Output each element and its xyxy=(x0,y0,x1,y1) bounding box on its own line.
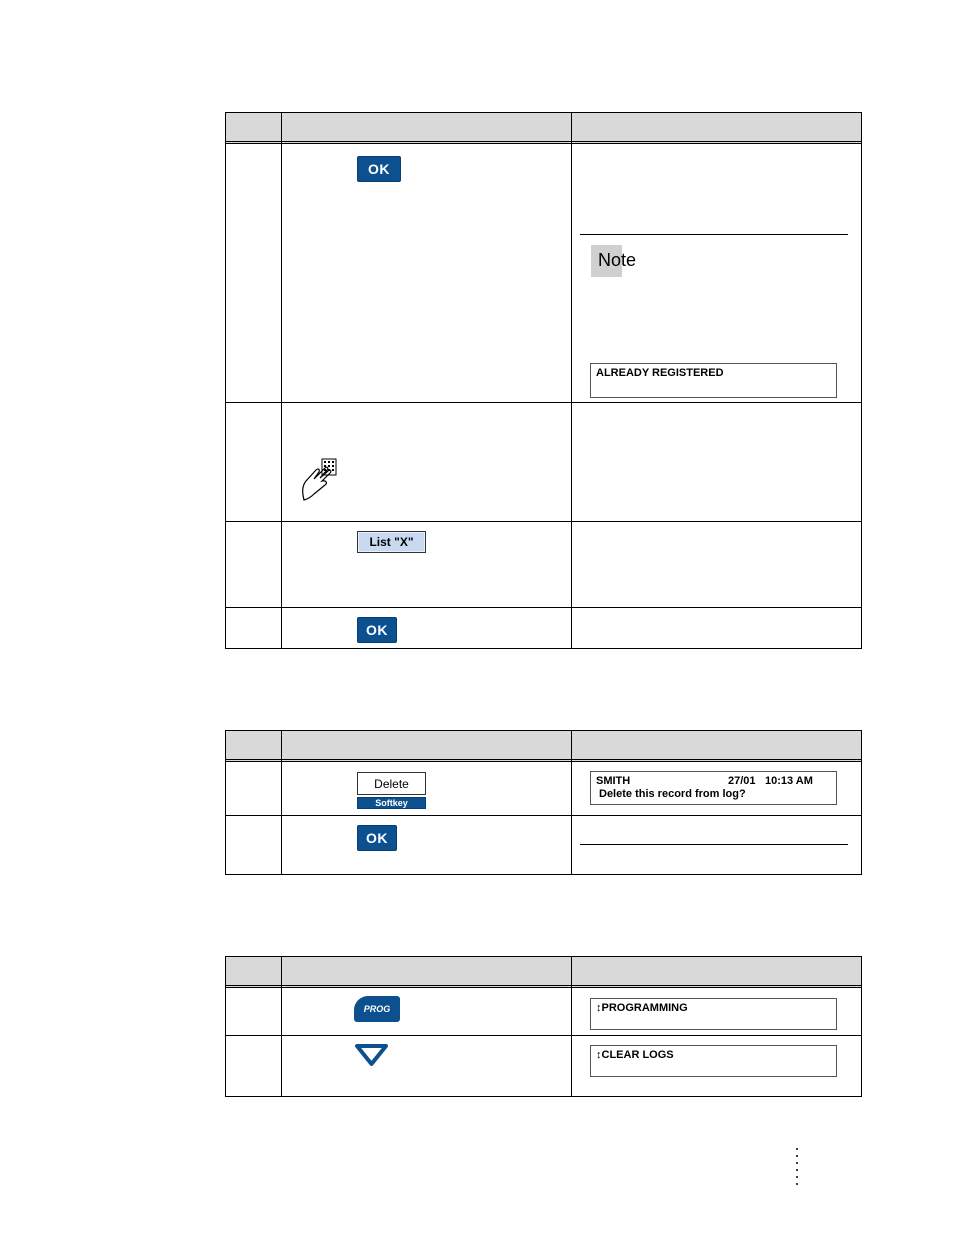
row-divider xyxy=(226,1035,861,1036)
display-prompt: Delete this record from log? xyxy=(599,788,746,800)
display-screen xyxy=(590,771,837,805)
display-screen xyxy=(590,1045,837,1077)
ok-button[interactable]: OK xyxy=(357,617,397,643)
column-divider xyxy=(281,113,282,648)
down-arrow-icon[interactable] xyxy=(354,1043,389,1067)
table-3 xyxy=(225,956,862,1097)
delete-softkey-button[interactable]: Delete xyxy=(357,772,426,795)
up-down-arrow-icon: ↕ xyxy=(596,1049,602,1061)
prog-button[interactable]: PROG xyxy=(354,996,400,1022)
display-date: 27/01 xyxy=(728,775,756,787)
table-2 xyxy=(225,730,862,875)
table-header xyxy=(226,113,861,144)
column-divider xyxy=(571,957,572,1096)
ok-button[interactable]: OK xyxy=(357,156,401,182)
margin-dot xyxy=(796,1162,798,1164)
margin-dot xyxy=(796,1148,798,1150)
display-text: CLEAR LOGS xyxy=(601,1049,674,1061)
ok-button[interactable]: OK xyxy=(357,825,397,851)
table-header xyxy=(226,731,861,762)
margin-dot xyxy=(796,1176,798,1178)
note-title: Note xyxy=(591,245,622,277)
row-divider xyxy=(226,815,861,816)
table-header xyxy=(226,957,861,988)
margin-dot xyxy=(796,1169,798,1171)
display-divider xyxy=(580,844,848,845)
display-screen xyxy=(590,998,837,1030)
column-divider xyxy=(281,731,282,874)
display-time: 10:13 AM xyxy=(765,775,813,787)
display-text: ALREADY REGISTERED xyxy=(596,367,724,379)
margin-dot xyxy=(796,1155,798,1157)
column-divider xyxy=(571,113,572,648)
margin-dot xyxy=(796,1183,798,1185)
display-text: PROGRAMMING xyxy=(601,1002,688,1014)
keypad-hand-icon xyxy=(298,456,340,502)
column-divider xyxy=(571,731,572,874)
softkey-tag: Softkey xyxy=(357,797,426,809)
display-name: SMITH xyxy=(596,775,631,787)
table-1 xyxy=(225,112,862,649)
up-down-arrow-icon: ↕ xyxy=(596,1002,602,1014)
note-divider xyxy=(580,234,848,235)
display-screen xyxy=(590,363,837,398)
column-divider xyxy=(281,957,282,1096)
row-divider xyxy=(226,521,861,522)
list-x-softkey-button[interactable]: List "X" xyxy=(357,531,426,553)
row-divider xyxy=(226,607,861,608)
row-divider xyxy=(226,402,861,403)
